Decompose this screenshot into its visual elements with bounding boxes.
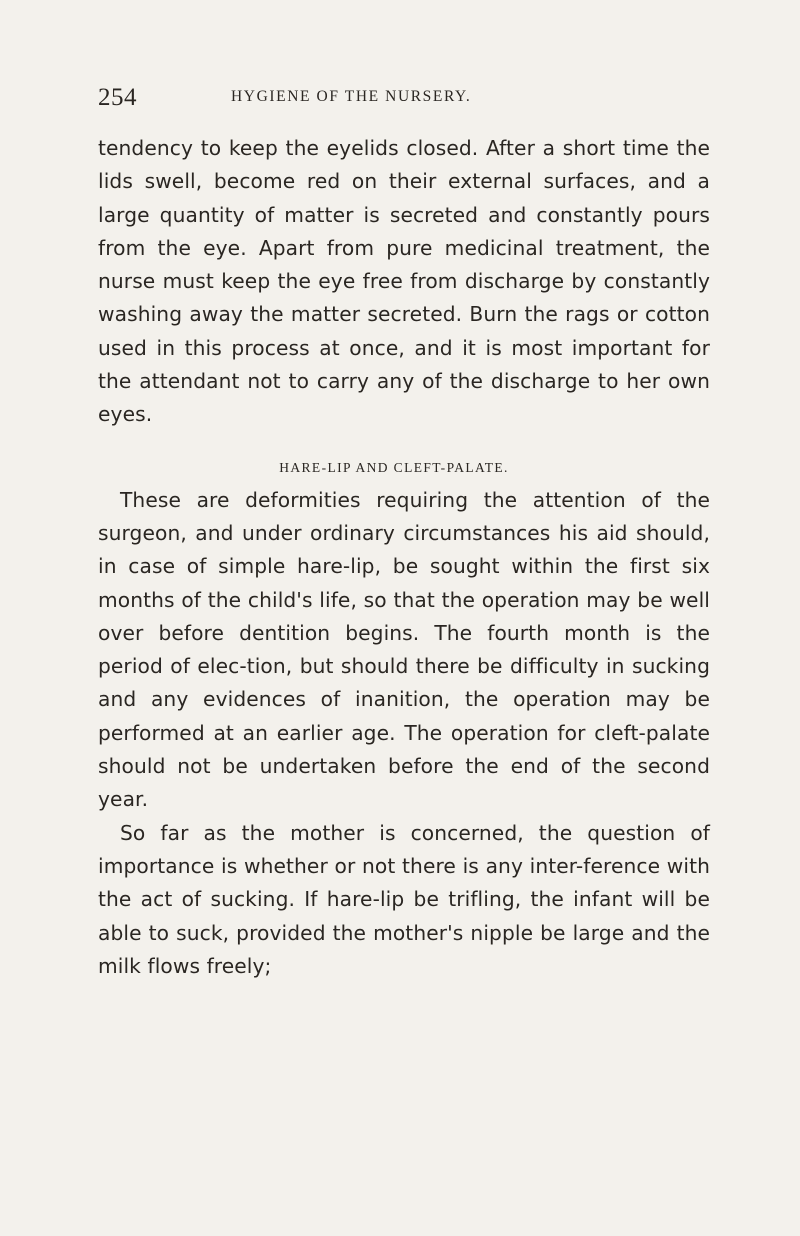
paragraph-continued: tendency to keep the eyelids closed. After a short time the lids swell, become red on their external surfaces, and a large quantity of matter is secreted and constantly pours from the eye. Apart from pure medicinal treatment, the nurse must keep the eye free from discharge by constantly washing away the matter secreted. Burn the rags or cotton used in this process at once, and it is most important for the attendant not to carry any of the discharge to her own eyes. [98, 136, 710, 427]
paragraph-mother: So far as the mother is concerned, the question of importance is whether or not there is any inter-ference with the act of sucking. If hare-lip be trifling, the infant will be able to suck, provided the mother's nipple be large and the milk flows freely; [98, 820, 710, 978]
book-page [98, 78, 710, 983]
page-number: 254 [98, 84, 137, 111]
section-heading: HARE-LIP AND CLEFT-PALATE. [279, 459, 509, 475]
running-head [98, 78, 710, 118]
running-title: HYGIENE OF THE NURSERY. [231, 88, 472, 105]
paragraph-deformities: These are deformities requiring the attention of the surgeon, and under ordinary circumstances his aid should, in case of simple hare-lip, be sought within the first six months of the child's life, so that the operation may be well over before dentition begins. The fourth month is the period of elec-tion, but should there be difficulty in sucking and any evidences of inanition, the operation may be performed at an earlier age. The operation for cleft-palate should not be undertaken before the end of the second year. [98, 487, 710, 812]
